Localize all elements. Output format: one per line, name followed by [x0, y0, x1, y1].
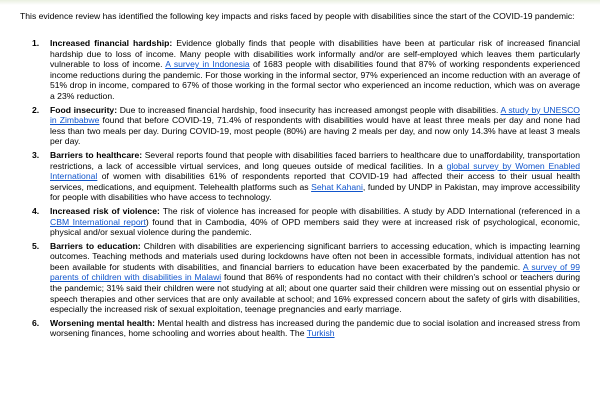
item-number: 6.	[32, 317, 40, 328]
item-text: Children with disabilities are experiencing significant barriers to accessing education, which is impacting learning outcomes. Teaching methods and materials used during lockdowns have often not been in accessible formats, individual attention has not been available for students with disabilities, and financial barriers to education have been exacerbated by the pandemic.	[50, 240, 580, 272]
item-text: Evidence globally finds that people with disabilities have been at particular risk of increased financial hardship due to loss of income. Many people with disabilities work informally and/or are self-employed which leaves them particularly vulnerable to loss of income.	[50, 38, 581, 70]
header-band	[0, 0, 600, 5]
link-women-enabled-survey[interactable]: global survey by Women Enabled International	[50, 160, 580, 182]
item-text: Several reports found that people with disabilities faced barriers to healthcare due to unaffordability, transportation restrictions, a lack of accessible virtual services, and long queues outside of medical facilities. In a	[50, 149, 580, 171]
item-text: found that before COVID-19, 71.4% of respondents with disabilities would have at least three meals per day and none had less than two meals per day. During COVID-19, most people (80%) are having 2 meals per day, and now only 14.3% have at least 3 meals per day.	[50, 115, 580, 147]
intro-paragraph: This evidence review has identified the following key impacts and risks faced by people with disabilities since the start of the COVID-19 pandemic:	[20, 10, 575, 21]
item-number: 1.	[32, 38, 40, 48]
item-title: Worsening mental health:	[50, 317, 155, 328]
list-item-food-insecurity	[32, 104, 580, 147]
link-survey-indonesia[interactable]: A survey in Indonesia	[165, 59, 250, 70]
list-item-education-barriers	[32, 240, 580, 315]
item-number: 4.	[32, 205, 40, 216]
link-turkish-study[interactable]: Turkish	[306, 328, 335, 339]
item-number: 5.	[32, 240, 40, 251]
item-title: Increased financial hardship:	[50, 38, 173, 48]
link-malawi-survey[interactable]: A survey of 99 parents of children with disabilities in Malawi	[50, 261, 580, 283]
item-number: 2.	[32, 104, 40, 115]
list-item-violence-risk	[32, 205, 581, 238]
list-item-financial-hardship	[32, 38, 581, 102]
item-title: Barriers to education:	[50, 240, 141, 251]
impacts-list	[32, 38, 581, 342]
item-text: Due to increased financial hardship, food insecurity has increased amongst people with disabilities.	[117, 104, 501, 115]
item-title: Increased risk of violence:	[50, 205, 160, 216]
item-text: The risk of violence has increased for people with disabilities. A study by ADD International (referenced in a	[159, 205, 580, 216]
item-text: of women with disabilities 61% of respondents reported that COVID-19 had affected their access to their usual health services, medications, and equipment. Telehealth platforms such as	[50, 171, 580, 192]
list-item-healthcare-barriers	[32, 149, 580, 203]
item-text: of 1683 people with disabilities found that 87% of working respondents experienced income reductions during the pandemic. For those working in the informal sector, 97% experienced an income reduction with an average of 51% drop in income, compared to 67% of those working in the formal sector who experienced an income reduction, which was on average a 23% reduction.	[50, 59, 580, 101]
item-text: Mental health and distress has increased during the pandemic due to social isolation and increased stress from worsening finances, home schooling and worries about health. The	[50, 317, 580, 339]
item-text: , funded by UNDP in Pakistan, may improve accessibility for people with disabilities who have access to technology.	[50, 181, 580, 203]
item-text: ) found that in Cambodia, 40% of OPD members said they were at increased risk of psychological, economic, physical and/or sexual violence during the pandemic.	[50, 216, 581, 238]
item-text: found that 86% of respondents had no contact with their children's school or teachers during the pandemic; 31% said their children were not studying at all; about one quarter said their children were missing out on essential physio or speech therapies and other services that are only available at school; and 16% expressed concern about the safety of girls with disabilities, especially the increased risk of sexual exploitation, teenage pregnancies and early marriage.	[50, 272, 580, 315]
item-title: Barriers to healthcare:	[50, 149, 143, 160]
link-sehat-kahani[interactable]: Sehat Kahani	[311, 181, 363, 192]
item-title: Food insecurity:	[50, 104, 118, 115]
list-item-mental-health	[32, 317, 580, 339]
item-number: 3.	[32, 149, 40, 160]
link-cbm-report[interactable]: CBM International report	[50, 216, 146, 227]
link-unesco-zimbabwe[interactable]: A study by UNESCO in Zimbabwe	[50, 104, 580, 126]
